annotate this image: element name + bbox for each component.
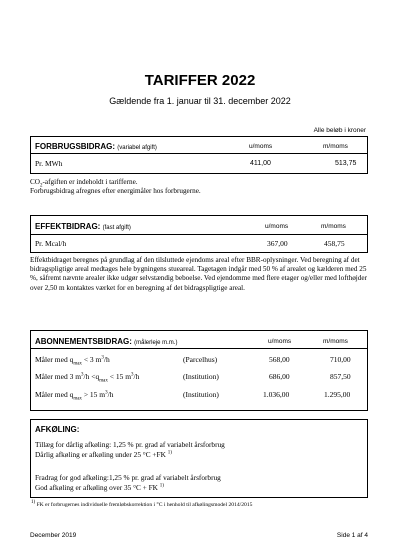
meter-row-value-incl: 710,00 [330,355,351,364]
effekt-value-incl: 458,75 [324,239,345,248]
afkoling-surcharge: Tillæg for dårlig afkøling: 1,25 % pr. grad af variabelt årsforbrug [35,440,225,449]
afkoling-box [30,419,368,498]
meter-row-value-incl: 857,50 [330,372,351,381]
meter-row-label: Måler med 3 $m^3/h <q_{max} < 15$ $m^3/h$ [35,372,140,384]
divider [31,348,367,349]
page-title: TARIFFER 2022 [144,72,256,89]
metering-note: Forbrugsbidrag afregnes efter energimåler hos forbrugerne. [30,187,201,196]
footnote: $^{1)}$ FK er forbrugernes individuelle fremløbskorrektion i °C i henhold til afkølingsmodel 2014/2015 [31,500,253,508]
abonnement-col-excl-vat: u/moms [268,338,292,345]
meter-row-type: (Parcelhus) [183,355,218,364]
effekt-col-excl-vat: u/moms [265,223,289,230]
co2-note: $CO_2$-afgiften er indeholdt i tarifferne. [30,178,138,189]
forbrug-col-excl-vat: u/moms [249,143,273,150]
effekt-description: Effektbidraget beregnes på grundlag af den tilsluttede ejendoms areal efter BBR-oplysninger. Ved beregning af det bidragspligtige areal medtages hele bygningens stueareal. Tagetagen indgår med 50 % af arealet og kælderen med 25 %, såfremt nævnte arealer ikke udgør selvstændig beboelse. Ved ejendomme med flere etager og/eller med lofthøjder over 2,50 m kontaktes værket for en beregning af det bidragspligtige areal. [30,256,367,292]
abonnement-col-incl-vat: m/moms [323,338,348,345]
afkoling-bad-definition: Dårlig afkøling er afkøling under 25 °C +FK $^{1)}$ [35,450,172,459]
forbrug-row-label: Pr. MWh [35,159,63,168]
divider [31,153,367,154]
effektbidrag-box [30,215,368,253]
meter-row-value-excl: 1.036,00 [263,390,290,399]
meter-row-value-incl: 1.295,00 [324,390,351,399]
effektbidrag-heading: EFFEKTBIDRAG: (fast afgift) [35,222,131,231]
page-number: Side 1 af 4 [336,532,368,539]
forbrug-value-excl: 411,00 [250,160,271,167]
meter-row-label: Måler med $q_{max} > 15$ $m^3/h$ [35,390,114,402]
forbrugsbidrag-heading: FORBRUGSBIDRAG: (variabel afgift) [35,142,157,151]
abonnementsbidrag-box [30,330,368,411]
forbrugsbidrag-box [30,136,368,174]
afkoling-good-definition: God afkøling er afkøling over 35 °C + FK $^{1)}$ [35,483,164,492]
meter-row-type: (Institution) [183,390,219,399]
footer-date: December 2019 [30,532,77,539]
forbrug-value-incl: 513,75 [335,160,357,167]
meter-row-label: Måler med $q_{max} < 3$ $m^3/h$ [35,355,110,367]
effekt-row-label: Pr. Mcal/h [35,239,67,248]
meter-row-value-excl: 568,00 [269,355,290,364]
abonnementsbidrag-heading: ABONNEMENTSBIDRAG: (målerleje m.m.) [35,337,178,346]
divider [31,234,367,235]
forbrug-col-incl-vat: m/moms [323,143,348,150]
afkoling-deduction: Fradrag for god afkøling:1,25 % pr. grad af variabelt årsforbrug [35,473,221,482]
forbrug-notes [30,178,370,196]
amount-note: Alle beløb i kroner [313,127,366,134]
afkoling-heading: AFKØLING: [35,425,80,434]
effekt-col-incl-vat: m/moms [321,223,346,230]
meter-row-value-excl: 686,00 [269,372,290,381]
validity-subtitle: Gældende fra 1. januar til 31. december 2022 [109,96,291,106]
meter-row-type: (Institution) [183,372,219,381]
effekt-value-excl: 367,00 [267,239,288,248]
